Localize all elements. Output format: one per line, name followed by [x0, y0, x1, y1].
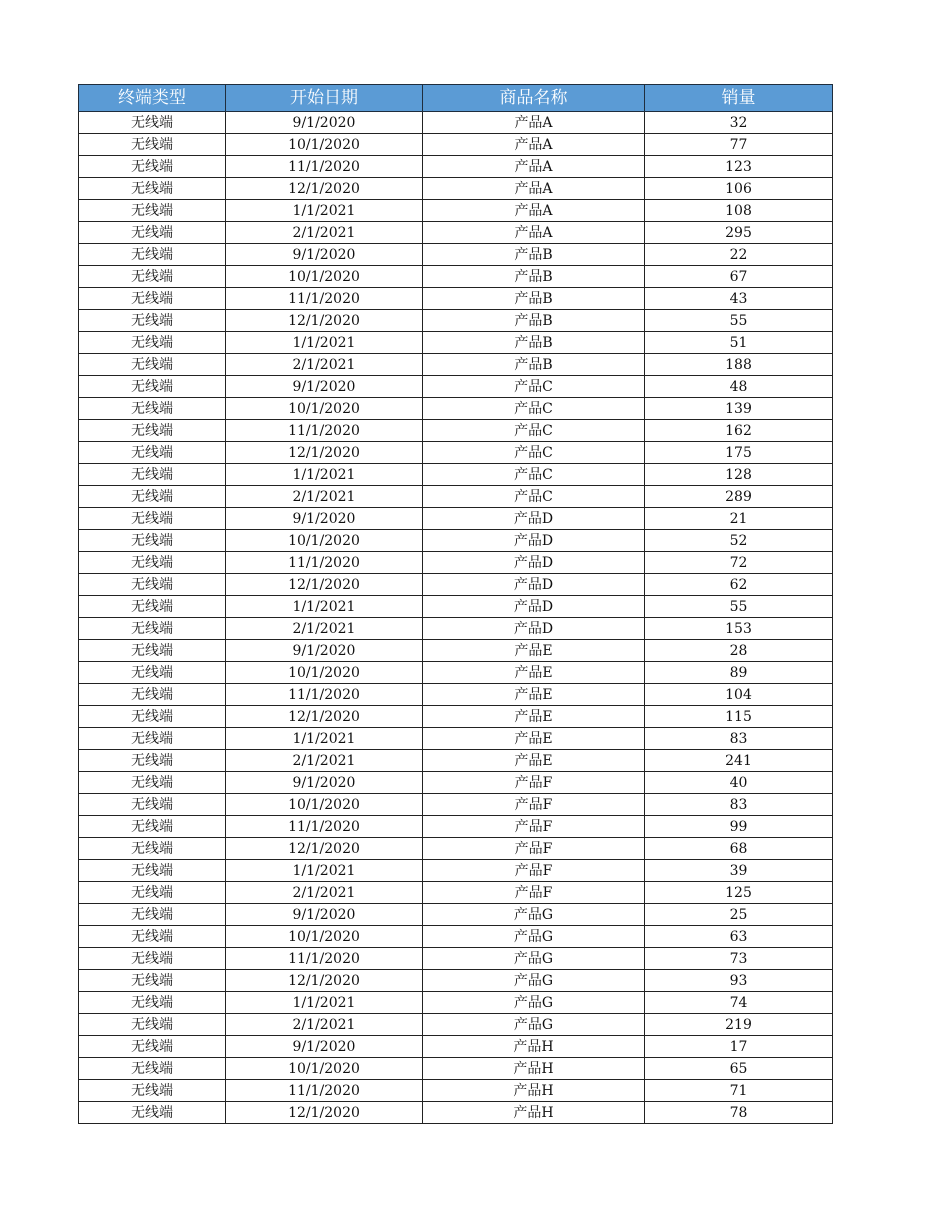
cell-start-date[interactable]: 9/1/2020 [226, 640, 423, 662]
cell-start-date[interactable]: 11/1/2020 [226, 684, 423, 706]
table-row [79, 640, 833, 662]
cell-sales-volume[interactable]: 55 [645, 310, 833, 332]
cell-terminal-type[interactable]: 无线端 [79, 310, 226, 332]
cell-sales-volume[interactable]: 63 [645, 926, 833, 948]
cell-start-date[interactable]: 11/1/2020 [226, 816, 423, 838]
cell-terminal-type[interactable]: 无线端 [79, 860, 226, 882]
cell-start-date[interactable]: 1/1/2021 [226, 464, 423, 486]
cell-sales-volume[interactable]: 73 [645, 948, 833, 970]
cell-terminal-type[interactable]: 无线端 [79, 442, 226, 464]
cell-start-date[interactable]: 9/1/2020 [226, 112, 423, 134]
cell-sales-volume[interactable]: 25 [645, 904, 833, 926]
cell-terminal-type[interactable]: 无线端 [79, 662, 226, 684]
cell-start-date[interactable]: 12/1/2020 [226, 310, 423, 332]
cell-sales-volume[interactable]: 104 [645, 684, 833, 706]
cell-terminal-type[interactable]: 无线端 [79, 1102, 226, 1124]
table-row [79, 464, 833, 486]
cell-product-name[interactable]: 产品B [423, 310, 645, 332]
cell-terminal-type[interactable]: 无线端 [79, 222, 226, 244]
cell-terminal-type[interactable]: 无线端 [79, 134, 226, 156]
cell-start-date[interactable]: 2/1/2021 [226, 1014, 423, 1036]
cell-sales-volume[interactable]: 108 [645, 200, 833, 222]
table-row [79, 816, 833, 838]
cell-product-name[interactable]: 产品E [423, 728, 645, 750]
cell-start-date[interactable]: 10/1/2020 [226, 662, 423, 684]
cell-sales-volume[interactable]: 153 [645, 618, 833, 640]
cell-sales-volume[interactable]: 72 [645, 552, 833, 574]
cell-terminal-type[interactable]: 无线端 [79, 1058, 226, 1080]
table-row [79, 200, 833, 222]
cell-product-name[interactable]: 产品B [423, 354, 645, 376]
cell-sales-volume[interactable]: 22 [645, 244, 833, 266]
cell-product-name[interactable]: 产品G [423, 992, 645, 1014]
cell-product-name[interactable]: 产品A [423, 200, 645, 222]
cell-product-name[interactable]: 产品A [423, 112, 645, 134]
sales-table [78, 84, 833, 1124]
cell-start-date[interactable]: 12/1/2020 [226, 442, 423, 464]
cell-start-date[interactable]: 11/1/2020 [226, 948, 423, 970]
table-row [79, 442, 833, 464]
table-row [79, 794, 833, 816]
cell-sales-volume[interactable]: 67 [645, 266, 833, 288]
table-row [79, 332, 833, 354]
cell-product-name[interactable]: 产品C [423, 486, 645, 508]
cell-terminal-type[interactable]: 无线端 [79, 266, 226, 288]
cell-terminal-type[interactable]: 无线端 [79, 684, 226, 706]
cell-terminal-type[interactable]: 无线端 [79, 772, 226, 794]
cell-product-name[interactable]: 产品F [423, 816, 645, 838]
cell-product-name[interactable]: 产品H [423, 1036, 645, 1058]
cell-sales-volume[interactable]: 289 [645, 486, 833, 508]
cell-terminal-type[interactable]: 无线端 [79, 640, 226, 662]
cell-sales-volume[interactable]: 32 [645, 112, 833, 134]
cell-sales-volume[interactable]: 241 [645, 750, 833, 772]
cell-start-date[interactable]: 10/1/2020 [226, 530, 423, 552]
cell-terminal-type[interactable]: 无线端 [79, 156, 226, 178]
cell-start-date[interactable]: 12/1/2020 [226, 706, 423, 728]
header-row [79, 85, 833, 112]
table-row [79, 882, 833, 904]
cell-start-date[interactable]: 9/1/2020 [226, 376, 423, 398]
cell-start-date[interactable]: 1/1/2021 [226, 596, 423, 618]
table-row [79, 266, 833, 288]
cell-start-date[interactable]: 10/1/2020 [226, 134, 423, 156]
table-row [79, 134, 833, 156]
cell-product-name[interactable]: 产品E [423, 750, 645, 772]
cell-start-date[interactable]: 2/1/2021 [226, 222, 423, 244]
table-row [79, 376, 833, 398]
cell-start-date[interactable]: 12/1/2020 [226, 1102, 423, 1124]
cell-sales-volume[interactable]: 125 [645, 882, 833, 904]
cell-terminal-type[interactable]: 无线端 [79, 178, 226, 200]
cell-start-date[interactable]: 1/1/2021 [226, 200, 423, 222]
cell-product-name[interactable]: 产品G [423, 926, 645, 948]
cell-terminal-type[interactable]: 无线端 [79, 112, 226, 134]
cell-sales-volume[interactable]: 43 [645, 288, 833, 310]
cell-sales-volume[interactable]: 71 [645, 1080, 833, 1102]
cell-product-name[interactable]: 产品A [423, 222, 645, 244]
table-row [79, 112, 833, 134]
cell-terminal-type[interactable]: 无线端 [79, 1014, 226, 1036]
cell-product-name[interactable]: 产品C [423, 376, 645, 398]
cell-terminal-type[interactable]: 无线端 [79, 750, 226, 772]
cell-sales-volume[interactable]: 128 [645, 464, 833, 486]
cell-sales-volume[interactable]: 93 [645, 970, 833, 992]
header-start-date[interactable]: 开始日期 [226, 85, 423, 112]
table-row [79, 1058, 833, 1080]
cell-start-date[interactable]: 12/1/2020 [226, 838, 423, 860]
cell-terminal-type[interactable]: 无线端 [79, 904, 226, 926]
table-row [79, 970, 833, 992]
cell-sales-volume[interactable]: 78 [645, 1102, 833, 1124]
table-row [79, 310, 833, 332]
table-row [79, 1080, 833, 1102]
cell-sales-volume[interactable]: 65 [645, 1058, 833, 1080]
cell-product-name[interactable]: 产品D [423, 508, 645, 530]
cell-product-name[interactable]: 产品F [423, 860, 645, 882]
table-row [79, 992, 833, 1014]
cell-product-name[interactable]: 产品G [423, 1014, 645, 1036]
cell-start-date[interactable]: 12/1/2020 [226, 178, 423, 200]
cell-sales-volume[interactable]: 48 [645, 376, 833, 398]
cell-terminal-type[interactable]: 无线端 [79, 992, 226, 1014]
cell-product-name[interactable]: 产品C [423, 464, 645, 486]
cell-sales-volume[interactable]: 39 [645, 860, 833, 882]
cell-start-date[interactable]: 10/1/2020 [226, 926, 423, 948]
cell-product-name[interactable]: 产品G [423, 970, 645, 992]
table-row [79, 904, 833, 926]
cell-start-date[interactable]: 1/1/2021 [226, 992, 423, 1014]
cell-terminal-type[interactable]: 无线端 [79, 332, 226, 354]
table-row [79, 662, 833, 684]
cell-product-name[interactable]: 产品C [423, 420, 645, 442]
sales-table-sheet [78, 84, 832, 1124]
cell-product-name[interactable]: 产品B [423, 244, 645, 266]
cell-terminal-type[interactable]: 无线端 [79, 486, 226, 508]
cell-sales-volume[interactable]: 162 [645, 420, 833, 442]
table-row [79, 750, 833, 772]
table-row [79, 1036, 833, 1058]
header-product-name[interactable]: 商品名称 [423, 85, 645, 112]
cell-product-name[interactable]: 产品C [423, 442, 645, 464]
cell-sales-volume[interactable]: 40 [645, 772, 833, 794]
cell-terminal-type[interactable]: 无线端 [79, 508, 226, 530]
cell-start-date[interactable]: 9/1/2020 [226, 1036, 423, 1058]
table-row [79, 222, 833, 244]
cell-terminal-type[interactable]: 无线端 [79, 728, 226, 750]
table-row [79, 354, 833, 376]
cell-sales-volume[interactable]: 77 [645, 134, 833, 156]
cell-terminal-type[interactable]: 无线端 [79, 200, 226, 222]
cell-product-name[interactable]: 产品D [423, 552, 645, 574]
table-row [79, 596, 833, 618]
table-row [79, 728, 833, 750]
cell-product-name[interactable]: 产品E [423, 684, 645, 706]
table-row [79, 552, 833, 574]
cell-start-date[interactable]: 9/1/2020 [226, 904, 423, 926]
table-row [79, 156, 833, 178]
cell-start-date[interactable]: 11/1/2020 [226, 552, 423, 574]
table-body [79, 112, 833, 1124]
table-row [79, 244, 833, 266]
cell-sales-volume[interactable]: 21 [645, 508, 833, 530]
cell-terminal-type[interactable]: 无线端 [79, 618, 226, 640]
cell-start-date[interactable]: 9/1/2020 [226, 244, 423, 266]
table-row [79, 486, 833, 508]
cell-product-name[interactable]: 产品H [423, 1102, 645, 1124]
cell-terminal-type[interactable]: 无线端 [79, 244, 226, 266]
cell-terminal-type[interactable]: 无线端 [79, 706, 226, 728]
table-row [79, 706, 833, 728]
cell-start-date[interactable]: 11/1/2020 [226, 156, 423, 178]
cell-terminal-type[interactable]: 无线端 [79, 376, 226, 398]
cell-product-name[interactable]: 产品A [423, 134, 645, 156]
cell-terminal-type[interactable]: 无线端 [79, 926, 226, 948]
cell-product-name[interactable]: 产品D [423, 596, 645, 618]
cell-sales-volume[interactable]: 68 [645, 838, 833, 860]
table-row [79, 288, 833, 310]
cell-terminal-type[interactable]: 无线端 [79, 354, 226, 376]
header-terminal-type[interactable]: 终端类型 [79, 85, 226, 112]
cell-sales-volume[interactable]: 83 [645, 728, 833, 750]
cell-start-date[interactable]: 9/1/2020 [226, 772, 423, 794]
cell-product-name[interactable]: 产品E [423, 706, 645, 728]
cell-product-name[interactable]: 产品C [423, 398, 645, 420]
cell-terminal-type[interactable]: 无线端 [79, 838, 226, 860]
cell-start-date[interactable]: 2/1/2021 [226, 882, 423, 904]
cell-sales-volume[interactable]: 175 [645, 442, 833, 464]
cell-terminal-type[interactable]: 无线端 [79, 464, 226, 486]
table-row [79, 420, 833, 442]
cell-start-date[interactable]: 2/1/2021 [226, 486, 423, 508]
cell-terminal-type[interactable]: 无线端 [79, 1036, 226, 1058]
cell-product-name[interactable]: 产品B [423, 266, 645, 288]
cell-start-date[interactable]: 11/1/2020 [226, 420, 423, 442]
table-row [79, 860, 833, 882]
cell-product-name[interactable]: 产品D [423, 530, 645, 552]
cell-start-date[interactable]: 2/1/2021 [226, 354, 423, 376]
cell-product-name[interactable]: 产品D [423, 574, 645, 596]
cell-start-date[interactable]: 12/1/2020 [226, 574, 423, 596]
table-row [79, 926, 833, 948]
cell-product-name[interactable]: 产品H [423, 1058, 645, 1080]
cell-product-name[interactable]: 产品H [423, 1080, 645, 1102]
cell-terminal-type[interactable]: 无线端 [79, 288, 226, 310]
cell-terminal-type[interactable]: 无线端 [79, 596, 226, 618]
cell-terminal-type[interactable]: 无线端 [79, 398, 226, 420]
cell-product-name[interactable]: 产品E [423, 640, 645, 662]
cell-product-name[interactable]: 产品F [423, 794, 645, 816]
cell-start-date[interactable]: 10/1/2020 [226, 398, 423, 420]
cell-terminal-type[interactable]: 无线端 [79, 1080, 226, 1102]
table-row [79, 838, 833, 860]
table-row [79, 1014, 833, 1036]
table-row [79, 772, 833, 794]
cell-sales-volume[interactable]: 55 [645, 596, 833, 618]
cell-terminal-type[interactable]: 无线端 [79, 970, 226, 992]
cell-sales-volume[interactable]: 89 [645, 662, 833, 684]
table-row [79, 684, 833, 706]
header-sales-volume[interactable]: 销量 [645, 85, 833, 112]
cell-sales-volume[interactable]: 295 [645, 222, 833, 244]
cell-product-name[interactable]: 产品F [423, 882, 645, 904]
cell-terminal-type[interactable]: 无线端 [79, 882, 226, 904]
table-row [79, 618, 833, 640]
table-row [79, 574, 833, 596]
cell-product-name[interactable]: 产品G [423, 904, 645, 926]
cell-product-name[interactable]: 产品D [423, 618, 645, 640]
cell-terminal-type[interactable]: 无线端 [79, 816, 226, 838]
cell-start-date[interactable]: 1/1/2021 [226, 332, 423, 354]
cell-sales-volume[interactable]: 52 [645, 530, 833, 552]
cell-sales-volume[interactable]: 115 [645, 706, 833, 728]
cell-sales-volume[interactable]: 106 [645, 178, 833, 200]
cell-sales-volume[interactable]: 28 [645, 640, 833, 662]
cell-product-name[interactable]: 产品B [423, 332, 645, 354]
cell-product-name[interactable]: 产品F [423, 772, 645, 794]
cell-terminal-type[interactable]: 无线端 [79, 552, 226, 574]
table-row [79, 398, 833, 420]
cell-terminal-type[interactable]: 无线端 [79, 574, 226, 596]
cell-sales-volume[interactable]: 99 [645, 816, 833, 838]
table-row [79, 948, 833, 970]
cell-product-name[interactable]: 产品F [423, 838, 645, 860]
cell-sales-volume[interactable]: 51 [645, 332, 833, 354]
cell-sales-volume[interactable]: 83 [645, 794, 833, 816]
cell-sales-volume[interactable]: 123 [645, 156, 833, 178]
cell-start-date[interactable]: 9/1/2020 [226, 508, 423, 530]
cell-start-date[interactable]: 1/1/2021 [226, 728, 423, 750]
table-row [79, 178, 833, 200]
table-row [79, 508, 833, 530]
cell-sales-volume[interactable]: 188 [645, 354, 833, 376]
cell-sales-volume[interactable]: 139 [645, 398, 833, 420]
cell-product-name[interactable]: 产品B [423, 288, 645, 310]
cell-product-name[interactable]: 产品E [423, 662, 645, 684]
cell-start-date[interactable]: 11/1/2020 [226, 288, 423, 310]
cell-sales-volume[interactable]: 17 [645, 1036, 833, 1058]
cell-start-date[interactable]: 1/1/2021 [226, 860, 423, 882]
cell-start-date[interactable]: 10/1/2020 [226, 266, 423, 288]
cell-start-date[interactable]: 2/1/2021 [226, 618, 423, 640]
cell-terminal-type[interactable]: 无线端 [79, 420, 226, 442]
cell-sales-volume[interactable]: 74 [645, 992, 833, 1014]
cell-start-date[interactable]: 10/1/2020 [226, 794, 423, 816]
cell-start-date[interactable]: 2/1/2021 [226, 750, 423, 772]
table-row [79, 530, 833, 552]
cell-sales-volume[interactable]: 62 [645, 574, 833, 596]
cell-sales-volume[interactable]: 219 [645, 1014, 833, 1036]
cell-start-date[interactable]: 12/1/2020 [226, 970, 423, 992]
cell-terminal-type[interactable]: 无线端 [79, 948, 226, 970]
cell-terminal-type[interactable]: 无线端 [79, 530, 226, 552]
cell-start-date[interactable]: 10/1/2020 [226, 1058, 423, 1080]
table-row [79, 1102, 833, 1124]
cell-product-name[interactable]: 产品A [423, 156, 645, 178]
cell-product-name[interactable]: 产品A [423, 178, 645, 200]
cell-product-name[interactable]: 产品G [423, 948, 645, 970]
cell-terminal-type[interactable]: 无线端 [79, 794, 226, 816]
cell-start-date[interactable]: 11/1/2020 [226, 1080, 423, 1102]
